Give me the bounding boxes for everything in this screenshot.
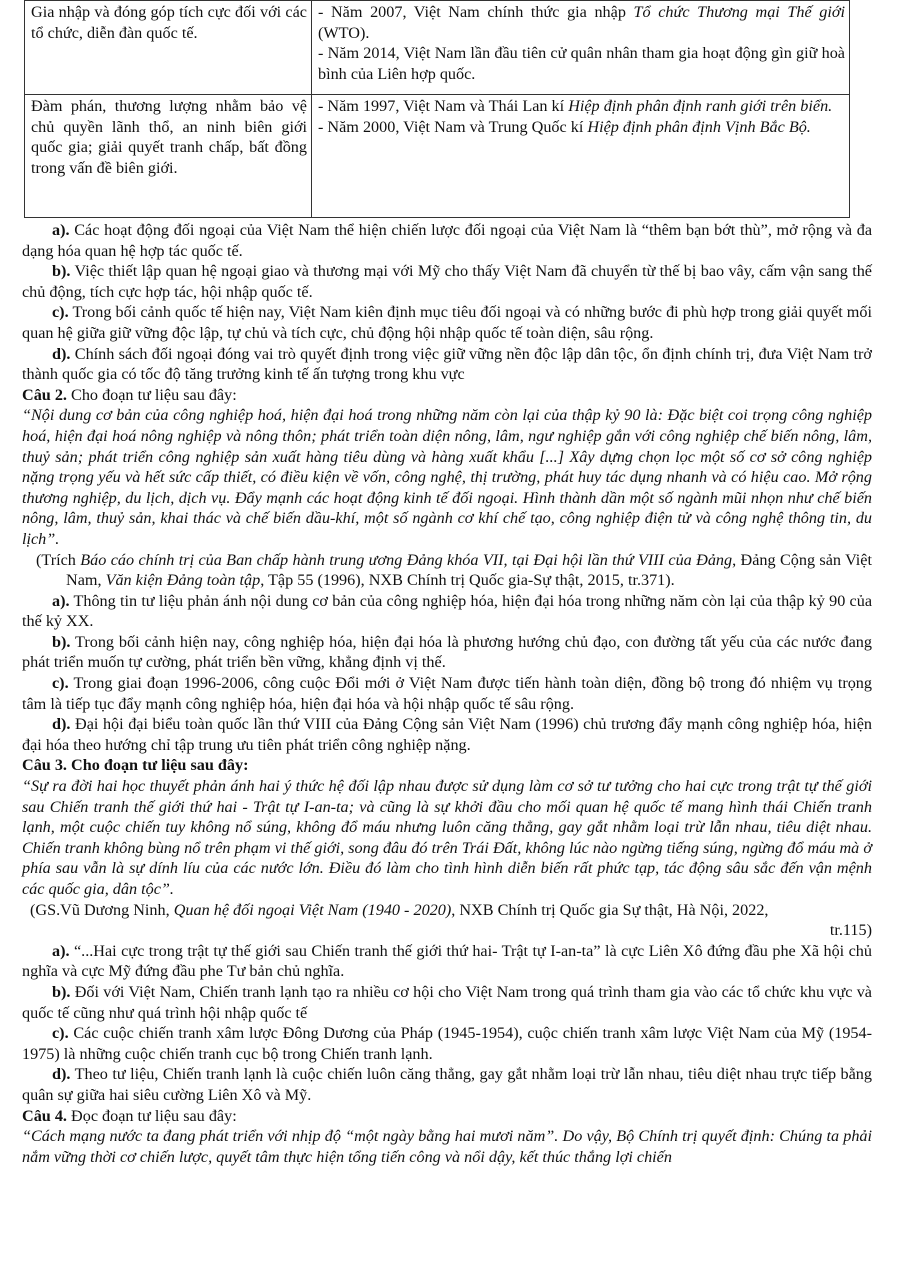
q3-option-c: c). Các cuộc chiến tranh xâm lược Đông Dương của Pháp (1945-1954), cuộc chiến tranh xâm lược Việt Nam của Mỹ (1954-1975) là những cuộc chiến tranh cục bộ trong Chiến tranh lạnh. — [22, 1024, 872, 1063]
q1-option-a: a). Các hoạt động đối ngoại của Việt Nam thể hiện chiến lược đối ngoại của Việt Nam là “thêm bạn bớt thù”, mở rộng và đa dạng hóa quan hệ hợp tác quốc tế. — [22, 221, 872, 260]
cell-text: Đàm phán, thương lượng nhằm bảo vệ chủ quyền lãnh thổ, an ninh biên giới quốc gia; giải quyết tranh chấp, bất đồng trong vấn đề biên giới. — [31, 97, 307, 177]
q3-option-b: b). Đối với Việt Nam, Chiến tranh lạnh tạo ra nhiều cơ hội cho Việt Nam trong quá trình tham gia vào các tổ chức khu vực và quốc tế cũng như quá trình hội nhập quốc tế — [22, 982, 872, 1022]
q2-option-c: c). Trong giai đoạn 1996-2006, công cuộc Đổi mới ở Việt Nam được tiến hành toàn diện, đồng bộ trong đó nhiệm vụ trọng tâm là tiếp tục đẩy mạnh công nghiệp hóa, hiện đại hóa và hội nhập quốc tế sâu rộng. — [22, 674, 872, 713]
event-item: - Năm 1997, Việt Nam và Thái Lan kí Hiệp định phân định ranh giới trên biển. — [318, 97, 833, 115]
document-page — [22, 0, 872, 1167]
table-cell-events — [312, 1, 850, 95]
cell-text: Gia nhập và đóng góp tích cực đối với các tổ chức, diễn đàn quốc tế. — [31, 3, 307, 42]
q2-option-a: a). Thông tin tư liệu phản ánh nội dung cơ bản của công nghiệp hóa, hiện đại hóa trong những năm còn lại của thập kỷ 90 của thế kỷ XX. — [22, 591, 872, 631]
q1-option-b: b). Việc thiết lập quan hệ ngoại giao và thương mại với Mỹ cho thấy Việt Nam đã chuyển từ thế bị bao vây, cấm vận sang thế chủ động, tích cực hợp tác, hội nhập quốc tế. — [22, 262, 872, 301]
table-cell-events — [312, 95, 850, 218]
q3-quote: “Sự ra đời hai học thuyết phản ánh hai ý thức hệ đối lập nhau được sử dụng làm cơ sở tư tưởng cho hai cực trong trật tự thế giới sau Chiến tranh thế giới thứ hai - Trật tự I-an-ta; và cũng là sự khởi đầu cho mối quan hệ quốc tế mang hình thái Chiến tranh lạnh, một cuộc chiến tuy không nổ súng, không đổ máu nhưng luôn căng thẳng, gay gắt nhằm loại trừ lẫn nhau, tiêu diệt nhau. Chiến tranh không bùng nổ trên phạm vi thế giới, song đâu đó trên Trái Đất, không lúc nào ngừng tiếng súng, ngừng đổ máu mà ở phía sau vẫn là sự dính líu của các nước lớn. Điều đó làm cho tình hình diễn biến rất phức tạp, tác động sâu sắc đến vận mệnh các quốc gia, dân tộc”. — [22, 777, 872, 898]
q2-heading: Câu 2. Cho đoạn tư liệu sau đây: — [22, 385, 237, 404]
foreign-relations-table — [24, 0, 850, 218]
q3-option-a: a). “...Hai cực trong trật tự thế giới sau Chiến tranh thế giới thứ hai- Trật tự I-an-ta” là cực Liên Xô đứng đầu phe Xã hội chủ nghĩa và cực Mỹ đứng đầu phe Tư bản chủ nghĩa. — [22, 941, 872, 981]
table-cell-activity — [25, 95, 312, 218]
event-item: - Năm 2000, Việt Nam và Trung Quốc kí Hiệp định phân định Vịnh Bắc Bộ. — [318, 117, 811, 136]
q2-option-b: b). Trong bối cảnh hiện nay, công nghiệp hóa, hiện đại hóa là phương hướng chủ đạo, con đường tất yếu của các nước đang phát triển muốn tự cường, phát triển bền vững, khẳng định vị thế. — [22, 632, 872, 672]
q4-quote: “Cách mạng nước ta đang phát triển với nhịp độ “một ngày bằng hai mươi năm”. Do vậy, Bộ Chính trị quyết định: Chúng ta phải nắm vững thời cơ chiến lược, quyết tâm thực hiện tổng tiến công và nổi dậy, kết thúc thắng lợi chiến — [22, 1127, 872, 1166]
q1-option-c: c). Trong bối cảnh quốc tế hiện nay, Việt Nam kiên định mục tiêu đối ngoại và có những bước đi phù hợp trong giải quyết mối quan hệ giữa giữ vững độc lập, tự chủ và tích cực, chủ động hội nhập quốc tế toàn diện, sâu rộng. — [22, 303, 872, 342]
table-cell-activity — [25, 1, 312, 95]
q4-heading: Câu 4. Đọc đoạn tư liệu sau đây: — [22, 1106, 237, 1125]
q2-option-d: d). Đại hội đại biểu toàn quốc lần thứ VIII của Đảng Cộng sản Việt Nam (1996) chủ trương đẩy mạnh công nghiệp hóa, hiện đại hóa theo hướng chỉ tập trung ưu tiên phát triển công nghiệp nặng. — [22, 715, 872, 754]
q3-source-page: tr.115) — [829, 921, 872, 940]
q3-option-d: d). Theo tư liệu, Chiến tranh lạnh là cuộc chiến luôn căng thẳng, gay gắt nhằm loại trừ lẫn nhau, tiêu diệt nhau trực tiếp bằng quân sự giữa hai siêu cường Liên Xô và Mỹ. — [22, 1065, 872, 1104]
q1-option-d: d). Chính sách đối ngoại đóng vai trò quyết định trong việc giữ vững nền độc lập dân tộc, ổn định chính trị, đưa Việt Nam trở thành quốc gia có tốc độ tăng trưởng kinh tế ấn tượng trong khu vực — [22, 344, 872, 384]
q3-heading: Câu 3. Cho đoạn tư liệu sau đây: — [22, 756, 249, 775]
event-item: - Năm 2007, Việt Nam chính thức gia nhập Tổ chức Thương mại Thế giới (WTO). — [318, 3, 845, 42]
q3-source: (GS.Vũ Dương Ninh, Quan hệ đối ngoại Việt Nam (1940 - 2020), NXB Chính trị Quốc gia Sự thật, Hà Nội, 2022, — [30, 900, 769, 919]
q2-source: (Trích Báo cáo chính trị của Ban chấp hành trung ương Đảng khóa VII, tại Đại hội lần thứ VIII của Đảng, Đảng Cộng sản Việt Nam, Văn kiện Đảng toàn tập, Tập 55 (1996), NXB Chính trị Quốc gia-Sự thật, 2015, tr.371). — [36, 550, 872, 590]
table-row — [25, 1, 850, 95]
q2-quote: “Nội dung cơ bản của công nghiệp hoá, hiện đại hoá trong những năm còn lại của thập kỷ 90 là: Đặc biệt coi trọng công nghiệp hoá, hiện đại hoá nông nghiệp và nông thôn; phát triển toàn diện nông, lâm, ngư nghiệp gắn với công nghiệp chế biến nông, lâm, thuỷ sản; phát triển công nghiệp sản xuất hàng tiêu dùng và hàng xuất khẩu [...] Xây dựng chọn lọc một số cơ sở công nghiệp nặng trọng yếu và hết sức cấp thiết, có điều kiện về vốn, công nghệ, thị trường, phát huy tác dụng nhanh và có hiệu cao. Mở rộng thương nghiệp, du lịch, dịch vụ. Đẩy mạnh các hoạt động kinh tế đối ngoại. Hình thành dần một số ngành mũi nhọn như chế biến nông, lâm, thuỷ sản, khai thác và chế biến dầu-khí, một số ngành cơ khí chế tạo, công nghiệp điện tử và công nghệ thông tin, du lịch”. — [22, 406, 872, 548]
event-item: - Năm 2014, Việt Nam lần đầu tiên cử quân nhân tham gia hoạt động gìn giữ hoà bình của Liên hợp quốc. — [318, 44, 845, 83]
table-row — [25, 95, 850, 218]
